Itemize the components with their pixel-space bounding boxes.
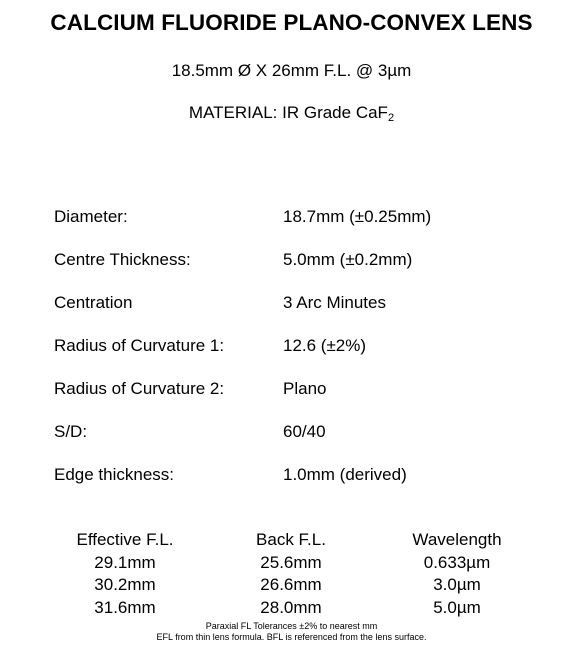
spec-row-diameter [54,207,554,231]
spec-label: Diameter: [54,207,128,226]
table-cell: 30.2mm [94,575,156,594]
page-title: CALCIUM FLUORIDE PLANO-CONVEX LENS [50,10,533,35]
spec-label: Radius of Curvature 2: [54,379,225,398]
table-cell: 5.0µm [433,597,481,617]
spec-value: 18.7mm (±0.25mm) [283,207,432,226]
spec-value: 3 Arc Minutes [283,293,386,312]
table-cell: 25.6mm [260,552,322,572]
spec-value: 12.6 (±2%) [283,336,367,355]
spec-value: Plano [283,379,327,398]
spec-label: S/D: [54,422,88,441]
spec-value: 1.0mm (derived) [283,465,407,484]
spec-row-surface-quality [54,422,554,446]
table-cell: 28.0mm [260,597,322,617]
back-fl-column [206,529,376,619]
table-header: Effective F.L. [76,530,174,549]
table-cell: 31.6mm [94,597,156,617]
wavelength-column [372,529,542,619]
spec-label: Centre Thickness: [54,250,191,269]
table-header: Back F.L. [256,530,326,549]
material-line [0,103,583,124]
material-subscript: 2 [387,112,395,124]
table-cell: 26.6mm [260,575,322,594]
table-cell: 3.0µm [433,575,481,594]
spec-value: 5.0mm (±0.2mm) [283,250,413,269]
effective-fl-column [40,529,210,619]
table-cell: 0.633µm [423,552,491,572]
table-header: Wavelength [412,530,502,549]
formula-note: EFL from thin lens formula. BFL is referenced from the lens surface. [156,632,427,642]
spec-row-edge-thickness [54,465,554,489]
spec-row-centration [54,293,554,317]
spec-label: Radius of Curvature 1: [54,336,225,355]
material-text: MATERIAL: IR Grade CaF [188,103,388,122]
spec-row-radius-2 [54,379,554,403]
spec-row-centre-thickness [54,250,554,274]
lens-dimensions-subtitle: 18.5mm Ø X 26mm F.L. @ 3µm [171,61,412,80]
spec-value: 60/40 [283,422,326,441]
spec-row-radius-1 [54,336,554,360]
spec-label: Centration [54,293,133,312]
tolerance-note: Paraxial FL Tolerances ±2% to nearest mm [205,621,378,631]
table-cell: 29.1mm [94,552,156,572]
spec-label: Edge thickness: [54,465,175,484]
